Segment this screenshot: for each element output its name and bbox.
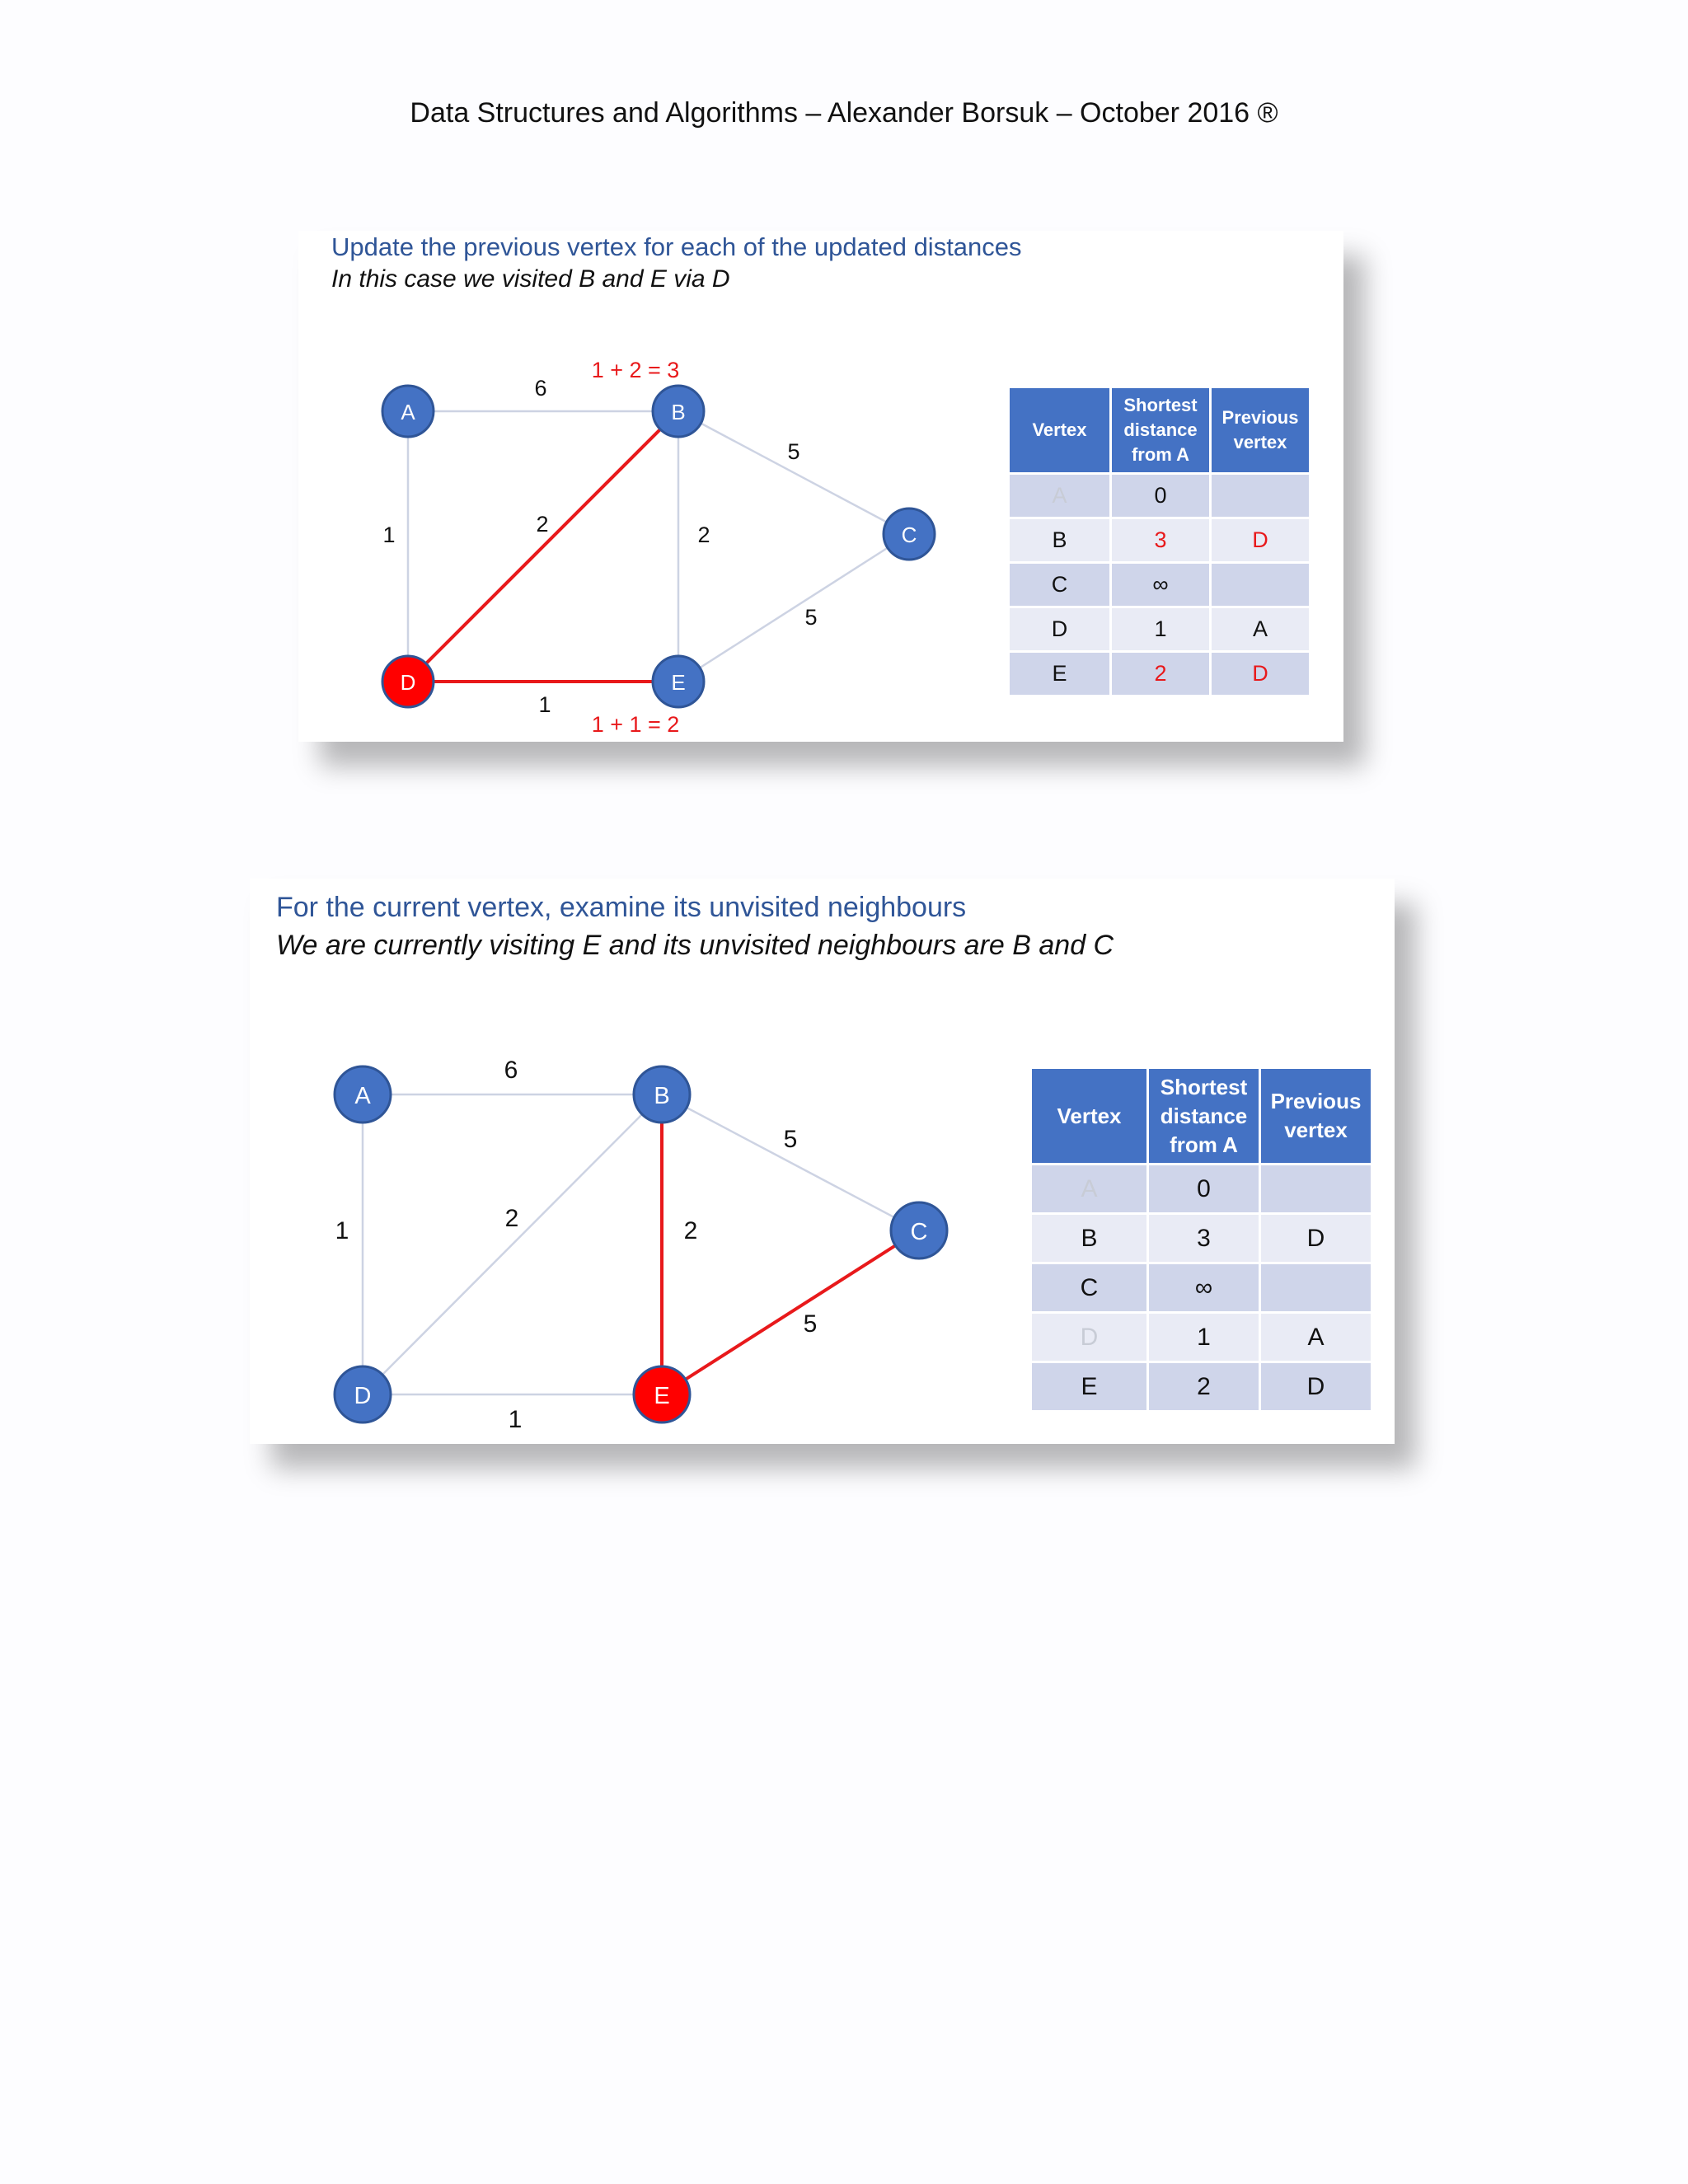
edge-weight: 5: [803, 1310, 818, 1338]
table-row: [1010, 519, 1309, 561]
slide-heading: Update the previous vertex for each of the updated distances: [331, 232, 1022, 261]
vertex-cell: E: [1010, 653, 1109, 695]
vertex-label: A: [354, 1083, 371, 1109]
column-header: Previous vertex: [1212, 388, 1309, 472]
vertex-b: [634, 1066, 690, 1122]
table-row: [1032, 1363, 1371, 1410]
table-row: [1032, 1165, 1371, 1212]
table-row: [1032, 1215, 1371, 1262]
previous-cell: [1261, 1165, 1371, 1212]
previous-cell: [1261, 1264, 1371, 1311]
vertex-cell: D: [1032, 1314, 1146, 1361]
edge-e-c: [678, 534, 909, 682]
vertex-label: D: [354, 1383, 372, 1409]
column-header: Vertex: [1032, 1069, 1146, 1163]
graph-diagram: [250, 879, 959, 1444]
edge-weight: 6: [504, 1057, 518, 1084]
previous-cell: [1212, 564, 1309, 606]
vertex-label: D: [400, 670, 416, 695]
vertex-e: [634, 1366, 690, 1422]
vertex-label: B: [671, 400, 686, 424]
vertex-label: E: [671, 670, 686, 695]
vertex-d: [382, 656, 434, 707]
edge-weight: 2: [536, 512, 549, 537]
vertex-a: [382, 386, 434, 437]
edge-e-c: [662, 1230, 919, 1394]
table-row: [1010, 608, 1309, 650]
table-row: [1032, 1264, 1371, 1311]
vertex-cell: A: [1032, 1165, 1146, 1212]
edge-b-c: [678, 411, 909, 534]
vertex-a: [335, 1066, 391, 1122]
slide-subheading: We are currently visiting E and its unvisited neighbours are B and C: [276, 930, 1114, 961]
previous-cell: [1212, 475, 1309, 517]
distance-cell: ∞: [1149, 1264, 1259, 1311]
distance-cell: 1: [1112, 608, 1209, 650]
edge-weight: 1: [508, 1406, 523, 1433]
table-row: [1032, 1314, 1371, 1361]
slide-examine-neighbours: [250, 879, 1395, 1444]
page-header: Data Structures and Algorithms – Alexander Borsuk – October 2016 ®: [410, 97, 1278, 129]
vertex-e: [653, 656, 704, 707]
distance-cell: 0: [1149, 1165, 1259, 1212]
previous-cell: D: [1212, 519, 1309, 561]
vertex-label: A: [401, 400, 415, 424]
distance-cell: 0: [1112, 475, 1209, 517]
distance-annotation: 1 + 1 = 2: [591, 712, 680, 737]
vertex-label: C: [901, 523, 917, 547]
distance-table: [1007, 386, 1311, 697]
vertex-label: B: [654, 1083, 670, 1109]
distance-cell: 2: [1112, 653, 1209, 695]
edge-weight: 2: [697, 523, 710, 547]
edge-weight: 1: [538, 692, 551, 717]
vertex-b: [653, 386, 704, 437]
edge-weight: 5: [804, 605, 818, 630]
vertex-cell: C: [1010, 564, 1109, 606]
vertex-cell: B: [1010, 519, 1109, 561]
vertex-cell: B: [1032, 1215, 1146, 1262]
vertex-c: [891, 1202, 947, 1258]
previous-cell: A: [1261, 1314, 1371, 1361]
column-header: Previous vertex: [1261, 1069, 1371, 1163]
edge-b-c: [662, 1094, 919, 1230]
previous-cell: D: [1261, 1215, 1371, 1262]
distance-cell: 1: [1149, 1314, 1259, 1361]
table-header-row: [1010, 388, 1309, 472]
vertex-label: E: [654, 1383, 670, 1409]
table-row: [1010, 475, 1309, 517]
distance-cell: 3: [1112, 519, 1209, 561]
edge-weight: 2: [504, 1205, 519, 1232]
edge-d-b: [363, 1094, 662, 1394]
vertex-label: C: [910, 1219, 928, 1245]
table-row: [1010, 564, 1309, 606]
vertex-c: [884, 509, 935, 560]
previous-cell: D: [1261, 1363, 1371, 1410]
vertex-cell: C: [1032, 1264, 1146, 1311]
edge-weight: 5: [783, 1126, 798, 1153]
distance-cell: 3: [1149, 1215, 1259, 1262]
edge-weight: 1: [335, 1217, 349, 1244]
previous-cell: A: [1212, 608, 1309, 650]
slide-subheading: In this case we visited B and E via D: [331, 265, 730, 293]
distance-cell: 2: [1149, 1363, 1259, 1410]
edge-weight: 5: [787, 439, 800, 464]
vertex-cell: E: [1032, 1363, 1146, 1410]
slide-update-previous: [298, 231, 1343, 742]
column-header: Shortest distance from A: [1112, 388, 1209, 472]
edge-weight: 6: [534, 376, 547, 401]
table-header-row: [1032, 1069, 1371, 1163]
graph-diagram: [298, 231, 925, 742]
distance-annotation: 1 + 2 = 3: [591, 358, 680, 382]
vertex-d: [335, 1366, 391, 1422]
distance-table: [1029, 1066, 1373, 1413]
edge-weight: 1: [382, 523, 396, 547]
previous-cell: D: [1212, 653, 1309, 695]
table-row: [1010, 653, 1309, 695]
vertex-cell: D: [1010, 608, 1109, 650]
column-header: Shortest distance from A: [1149, 1069, 1259, 1163]
edge-weight: 2: [683, 1217, 698, 1244]
slide-heading: For the current vertex, examine its unvisited neighbours: [276, 892, 967, 923]
edge-d-b: [408, 411, 678, 682]
distance-cell: ∞: [1112, 564, 1209, 606]
vertex-cell: A: [1010, 475, 1109, 517]
column-header: Vertex: [1010, 388, 1109, 472]
